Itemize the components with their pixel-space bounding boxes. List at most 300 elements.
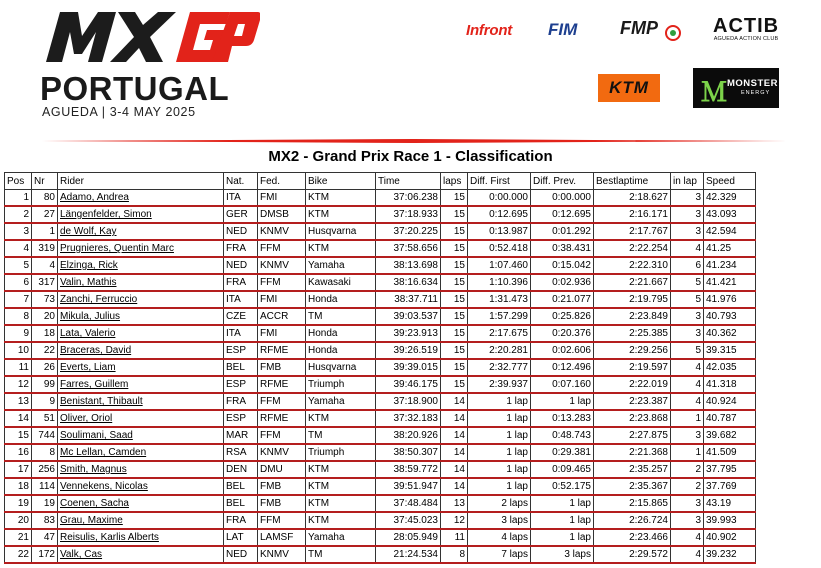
table-row	[5, 325, 756, 342]
diff-first-cell: 0:00.000	[468, 190, 531, 207]
table-row	[5, 444, 756, 461]
laps-cell: 15	[441, 257, 468, 274]
bike-cell: KTM	[306, 240, 376, 257]
nr-cell: 27	[32, 206, 58, 223]
red-divider	[42, 139, 787, 143]
bestlap-cell: 2:23.387	[594, 393, 671, 410]
column-header: Diff. Prev.	[531, 173, 594, 190]
bestlap-cell: 2:22.019	[594, 376, 671, 393]
fed-cell: FFM	[258, 274, 306, 291]
bike-cell: KTM	[306, 206, 376, 223]
nat-cell: NED	[224, 546, 258, 563]
monster-logo-text: MONSTER	[727, 78, 778, 89]
time-cell: 38:37.711	[376, 291, 441, 308]
bestlap-cell: 2:17.767	[594, 223, 671, 240]
fed-cell: KNMV	[258, 546, 306, 563]
time-cell: 38:59.772	[376, 461, 441, 478]
diff-first-cell: 2:39.937	[468, 376, 531, 393]
speed-cell: 39.315	[704, 342, 756, 359]
pos-cell: 18	[5, 478, 32, 495]
classification-table	[4, 172, 756, 564]
pos-cell: 3	[5, 223, 32, 240]
pos-cell: 8	[5, 308, 32, 325]
diff-prev-cell: 0:00.000	[531, 190, 594, 207]
bike-cell: TM	[306, 308, 376, 325]
fed-cell: LAMSF	[258, 529, 306, 546]
pos-cell: 15	[5, 427, 32, 444]
diff-prev-cell: 0:52.175	[531, 478, 594, 495]
bestlap-cell: 2:23.868	[594, 410, 671, 427]
nat-cell: BEL	[224, 495, 258, 512]
fed-cell: FFM	[258, 512, 306, 529]
in-lap-cell: 5	[671, 274, 704, 291]
table-row	[5, 410, 756, 427]
diff-first-cell: 1 lap	[468, 444, 531, 461]
bike-cell: Triumph	[306, 376, 376, 393]
time-cell: 37:18.933	[376, 206, 441, 223]
table-row	[5, 342, 756, 359]
table-row	[5, 257, 756, 274]
column-header: Nat.	[224, 173, 258, 190]
speed-cell: 41.509	[704, 444, 756, 461]
diff-prev-cell: 0:12.496	[531, 359, 594, 376]
table-row	[5, 206, 756, 223]
diff-prev-cell: 1 lap	[531, 512, 594, 529]
nr-cell: 22	[32, 342, 58, 359]
in-lap-cell: 3	[671, 325, 704, 342]
diff-first-cell: 2:17.675	[468, 325, 531, 342]
speed-cell: 41.25	[704, 240, 756, 257]
pos-cell: 12	[5, 376, 32, 393]
column-header: Rider	[58, 173, 224, 190]
time-cell: 39:51.947	[376, 478, 441, 495]
laps-cell: 14	[441, 478, 468, 495]
time-cell: 37:48.484	[376, 495, 441, 512]
pos-cell: 2	[5, 206, 32, 223]
time-cell: 37:45.023	[376, 512, 441, 529]
speed-cell: 43.093	[704, 206, 756, 223]
fmp-wheel-icon	[664, 24, 682, 42]
nat-cell: CZE	[224, 308, 258, 325]
diff-first-cell: 1:57.299	[468, 308, 531, 325]
laps-cell: 13	[441, 495, 468, 512]
bike-cell: TM	[306, 427, 376, 444]
rider-link[interactable]: Coenen, Sacha	[58, 495, 224, 512]
nr-cell: 73	[32, 291, 58, 308]
bestlap-cell: 2:35.257	[594, 461, 671, 478]
rider-link[interactable]: Reisulis, Karlis Alberts	[58, 529, 224, 546]
nr-cell: 99	[32, 376, 58, 393]
bestlap-cell: 2:23.849	[594, 308, 671, 325]
speed-cell: 37.795	[704, 461, 756, 478]
diff-first-cell: 1 lap	[468, 410, 531, 427]
nat-cell: ITA	[224, 190, 258, 207]
in-lap-cell: 3	[671, 495, 704, 512]
laps-cell: 15	[441, 308, 468, 325]
nr-cell: 20	[32, 308, 58, 325]
time-cell: 37:58.656	[376, 240, 441, 257]
bestlap-cell: 2:27.875	[594, 427, 671, 444]
diff-prev-cell: 1 lap	[531, 495, 594, 512]
event-subtitle: AGUEDA | 3-4 MAY 2025	[42, 105, 196, 119]
diff-prev-cell: 1 lap	[531, 393, 594, 410]
speed-cell: 43.19	[704, 495, 756, 512]
speed-cell: 40.924	[704, 393, 756, 410]
diff-prev-cell: 0:02.936	[531, 274, 594, 291]
in-lap-cell: 3	[671, 308, 704, 325]
rider-link[interactable]: Prugnieres, Quentin Marc	[58, 240, 224, 257]
nat-cell: ESP	[224, 376, 258, 393]
time-cell: 39:46.175	[376, 376, 441, 393]
bike-cell: KTM	[306, 410, 376, 427]
pos-cell: 21	[5, 529, 32, 546]
fmp-logo	[620, 18, 684, 44]
fed-cell: KNMV	[258, 257, 306, 274]
nr-cell: 9	[32, 393, 58, 410]
nat-cell: BEL	[224, 359, 258, 376]
in-lap-cell: 4	[671, 240, 704, 257]
nat-cell: ITA	[224, 291, 258, 308]
nr-cell: 80	[32, 190, 58, 207]
bestlap-cell: 2:19.597	[594, 359, 671, 376]
nr-cell: 83	[32, 512, 58, 529]
laps-cell: 15	[441, 223, 468, 240]
fed-cell: FFM	[258, 427, 306, 444]
monster-logo-subtext: ENERGY	[741, 90, 771, 96]
rider-link[interactable]: Elzinga, Rick	[58, 257, 224, 274]
bike-cell: Yamaha	[306, 529, 376, 546]
fim-logo: FIM	[548, 20, 578, 39]
diff-first-cell: 7 laps	[468, 546, 531, 563]
laps-cell: 15	[441, 376, 468, 393]
speed-cell: 42.594	[704, 223, 756, 240]
table-row	[5, 512, 756, 529]
in-lap-cell: 5	[671, 342, 704, 359]
diff-first-cell: 0:13.987	[468, 223, 531, 240]
bike-cell: Yamaha	[306, 257, 376, 274]
nat-cell: FRA	[224, 240, 258, 257]
fmp-logo-text: FMP	[620, 18, 658, 38]
fed-cell: FMI	[258, 291, 306, 308]
nat-cell: DEN	[224, 461, 258, 478]
mxgp-logo	[40, 6, 260, 68]
bike-cell: KTM	[306, 461, 376, 478]
fed-cell: DMSB	[258, 206, 306, 223]
nat-cell: ESP	[224, 410, 258, 427]
fed-cell: FMB	[258, 478, 306, 495]
fed-cell: ACCR	[258, 308, 306, 325]
bestlap-cell: 2:26.724	[594, 512, 671, 529]
rider-link[interactable]: Lata, Valerio	[58, 325, 224, 342]
rider-link[interactable]: Längenfelder, Simon	[58, 206, 224, 223]
bestlap-cell: 2:22.310	[594, 257, 671, 274]
column-header: Nr	[32, 173, 58, 190]
fed-cell: FMI	[258, 190, 306, 207]
fed-cell: RFME	[258, 410, 306, 427]
nr-cell: 172	[32, 546, 58, 563]
time-cell: 39:23.913	[376, 325, 441, 342]
pos-cell: 17	[5, 461, 32, 478]
speed-cell: 41.318	[704, 376, 756, 393]
rider-link[interactable]: Everts, Liam	[58, 359, 224, 376]
nat-cell: BEL	[224, 478, 258, 495]
event-header	[0, 0, 821, 145]
pos-cell: 6	[5, 274, 32, 291]
diff-first-cell: 2 laps	[468, 495, 531, 512]
diff-prev-cell: 1 lap	[531, 529, 594, 546]
time-cell: 38:16.634	[376, 274, 441, 291]
diff-prev-cell: 0:02.606	[531, 342, 594, 359]
ktm-logo: KTM	[598, 74, 660, 102]
table-row	[5, 546, 756, 563]
rider-link[interactable]: Vennekens, Nicolas	[58, 478, 224, 495]
bike-cell: Husqvarna	[306, 223, 376, 240]
bestlap-cell: 2:19.795	[594, 291, 671, 308]
pos-cell: 20	[5, 512, 32, 529]
in-lap-cell: 3	[671, 512, 704, 529]
nat-cell: NED	[224, 223, 258, 240]
actib-logo-text: ACTIB	[713, 15, 780, 37]
pos-cell: 14	[5, 410, 32, 427]
time-cell: 38:50.307	[376, 444, 441, 461]
column-header: Bike	[306, 173, 376, 190]
table-row	[5, 240, 756, 257]
bestlap-cell: 2:29.572	[594, 546, 671, 563]
bestlap-cell: 2:21.368	[594, 444, 671, 461]
fed-cell: FMB	[258, 359, 306, 376]
report-title: MX2 - Grand Prix Race 1 - Classification	[268, 148, 553, 165]
actib-logo-subtext: AGUEDA ACTION CLUB	[713, 36, 779, 42]
rider-link[interactable]: de Wolf, Kay	[58, 223, 224, 240]
rider-link[interactable]: Soulimani, Saad	[58, 427, 224, 444]
diff-first-cell: 2:32.777	[468, 359, 531, 376]
column-header: Time	[376, 173, 441, 190]
column-header: Pos	[5, 173, 32, 190]
column-header: Speed	[704, 173, 756, 190]
monster-claw-icon: Ｍ	[701, 77, 728, 107]
laps-cell: 14	[441, 461, 468, 478]
diff-prev-cell: 0:09.465	[531, 461, 594, 478]
diff-prev-cell: 0:01.292	[531, 223, 594, 240]
event-title: PORTUGAL	[40, 70, 230, 107]
table-row	[5, 274, 756, 291]
bike-cell: Husqvarna	[306, 359, 376, 376]
laps-cell: 14	[441, 444, 468, 461]
laps-cell: 14	[441, 393, 468, 410]
diff-first-cell: 2:20.281	[468, 342, 531, 359]
fed-cell: KNMV	[258, 444, 306, 461]
diff-prev-cell: 0:15.042	[531, 257, 594, 274]
time-cell: 39:26.519	[376, 342, 441, 359]
pos-cell: 7	[5, 291, 32, 308]
pos-cell: 9	[5, 325, 32, 342]
column-header: Fed.	[258, 173, 306, 190]
diff-first-cell: 0:52.418	[468, 240, 531, 257]
in-lap-cell: 6	[671, 257, 704, 274]
in-lap-cell: 3	[671, 223, 704, 240]
rider-link[interactable]: Valk, Cas	[58, 546, 224, 563]
speed-cell: 41.234	[704, 257, 756, 274]
in-lap-cell: 3	[671, 206, 704, 223]
infront-logo: Infront	[466, 22, 513, 39]
rider-link[interactable]: Smith, Magnus	[58, 461, 224, 478]
diff-first-cell: 1 lap	[468, 461, 531, 478]
nat-cell: ITA	[224, 325, 258, 342]
table-row	[5, 291, 756, 308]
in-lap-cell: 5	[671, 291, 704, 308]
table-row	[5, 308, 756, 325]
fed-cell: RFME	[258, 376, 306, 393]
rider-link[interactable]: Mc Lellan, Camden	[58, 444, 224, 461]
laps-cell: 14	[441, 427, 468, 444]
column-header: Diff. First	[468, 173, 531, 190]
nat-cell: FRA	[224, 274, 258, 291]
diff-prev-cell: 0:38.431	[531, 240, 594, 257]
nr-cell: 319	[32, 240, 58, 257]
bike-cell: KTM	[306, 478, 376, 495]
diff-first-cell: 4 laps	[468, 529, 531, 546]
table-row	[5, 393, 756, 410]
pos-cell: 22	[5, 546, 32, 563]
bike-cell: Honda	[306, 291, 376, 308]
nr-cell: 19	[32, 495, 58, 512]
speed-cell: 40.787	[704, 410, 756, 427]
nr-cell: 114	[32, 478, 58, 495]
nr-cell: 8	[32, 444, 58, 461]
diff-first-cell: 1:07.460	[468, 257, 531, 274]
fed-cell: RFME	[258, 342, 306, 359]
bestlap-cell: 2:35.367	[594, 478, 671, 495]
laps-cell: 11	[441, 529, 468, 546]
rider-link[interactable]: Benistant, Thibault	[58, 393, 224, 410]
nr-cell: 18	[32, 325, 58, 342]
nr-cell: 4	[32, 257, 58, 274]
laps-cell: 15	[441, 291, 468, 308]
pos-cell: 1	[5, 190, 32, 207]
speed-cell: 42.035	[704, 359, 756, 376]
rider-link[interactable]: Valin, Mathis	[58, 274, 224, 291]
rider-link[interactable]: Grau, Maxime	[58, 512, 224, 529]
time-cell: 28:05.949	[376, 529, 441, 546]
bike-cell: Honda	[306, 325, 376, 342]
fed-cell: DMU	[258, 461, 306, 478]
bike-cell: KTM	[306, 190, 376, 207]
nat-cell: FRA	[224, 512, 258, 529]
in-lap-cell: 2	[671, 478, 704, 495]
bike-cell: KTM	[306, 495, 376, 512]
speed-cell: 41.421	[704, 274, 756, 291]
time-cell: 37:20.225	[376, 223, 441, 240]
nr-cell: 256	[32, 461, 58, 478]
diff-prev-cell: 0:20.376	[531, 325, 594, 342]
bestlap-cell: 2:15.865	[594, 495, 671, 512]
in-lap-cell: 4	[671, 529, 704, 546]
rider-link[interactable]: Mikula, Julius	[58, 308, 224, 325]
in-lap-cell: 1	[671, 410, 704, 427]
fed-cell: FFM	[258, 240, 306, 257]
speed-cell: 39.682	[704, 427, 756, 444]
diff-first-cell: 0:12.695	[468, 206, 531, 223]
time-cell: 38:13.698	[376, 257, 441, 274]
column-header: Bestlaptime	[594, 173, 671, 190]
fed-cell: FMI	[258, 325, 306, 342]
table-row	[5, 461, 756, 478]
monster-energy-logo	[693, 68, 779, 108]
fed-cell: FFM	[258, 393, 306, 410]
bike-cell: Triumph	[306, 444, 376, 461]
table-row	[5, 376, 756, 393]
rider-link[interactable]: Farres, Guillem	[58, 376, 224, 393]
classification-rows	[5, 190, 756, 564]
nr-cell: 317	[32, 274, 58, 291]
nat-cell: NED	[224, 257, 258, 274]
laps-cell: 15	[441, 359, 468, 376]
bike-cell: Yamaha	[306, 393, 376, 410]
nr-cell: 47	[32, 529, 58, 546]
diff-first-cell: 3 laps	[468, 512, 531, 529]
rider-link[interactable]: Zanchi, Ferruccio	[58, 291, 224, 308]
nat-cell: FRA	[224, 393, 258, 410]
bike-cell: KTM	[306, 512, 376, 529]
laps-cell: 12	[441, 512, 468, 529]
diff-prev-cell: 0:48.743	[531, 427, 594, 444]
bestlap-cell: 2:23.466	[594, 529, 671, 546]
laps-cell: 15	[441, 206, 468, 223]
pos-cell: 5	[5, 257, 32, 274]
table-row	[5, 359, 756, 376]
bike-cell: TM	[306, 546, 376, 563]
speed-cell: 37.769	[704, 478, 756, 495]
in-lap-cell: 3	[671, 190, 704, 207]
diff-prev-cell: 0:07.160	[531, 376, 594, 393]
rider-link[interactable]: Adamo, Andrea	[58, 190, 224, 207]
actib-logo	[713, 16, 779, 42]
pos-cell: 4	[5, 240, 32, 257]
bestlap-cell: 2:22.254	[594, 240, 671, 257]
time-cell: 38:20.926	[376, 427, 441, 444]
speed-cell: 42.329	[704, 190, 756, 207]
in-lap-cell: 4	[671, 359, 704, 376]
bestlap-cell: 2:18.627	[594, 190, 671, 207]
nat-cell: MAR	[224, 427, 258, 444]
diff-first-cell: 1 lap	[468, 393, 531, 410]
speed-cell: 41.976	[704, 291, 756, 308]
diff-first-cell: 1:31.473	[468, 291, 531, 308]
rider-link[interactable]: Braceras, David	[58, 342, 224, 359]
nat-cell: ESP	[224, 342, 258, 359]
table-row	[5, 223, 756, 240]
rider-link[interactable]: Oliver, Oriol	[58, 410, 224, 427]
table-row	[5, 495, 756, 512]
laps-cell: 15	[441, 240, 468, 257]
laps-cell: 15	[441, 325, 468, 342]
speed-cell: 39.993	[704, 512, 756, 529]
in-lap-cell: 2	[671, 461, 704, 478]
diff-first-cell: 1:10.396	[468, 274, 531, 291]
fed-cell: FMB	[258, 495, 306, 512]
nr-cell: 51	[32, 410, 58, 427]
diff-prev-cell: 0:12.695	[531, 206, 594, 223]
pos-cell: 19	[5, 495, 32, 512]
table-header-row	[5, 173, 756, 190]
in-lap-cell: 4	[671, 393, 704, 410]
pos-cell: 16	[5, 444, 32, 461]
laps-cell: 8	[441, 546, 468, 563]
speed-cell: 40.793	[704, 308, 756, 325]
speed-cell: 39.232	[704, 546, 756, 563]
bike-cell: Kawasaki	[306, 274, 376, 291]
nat-cell: LAT	[224, 529, 258, 546]
